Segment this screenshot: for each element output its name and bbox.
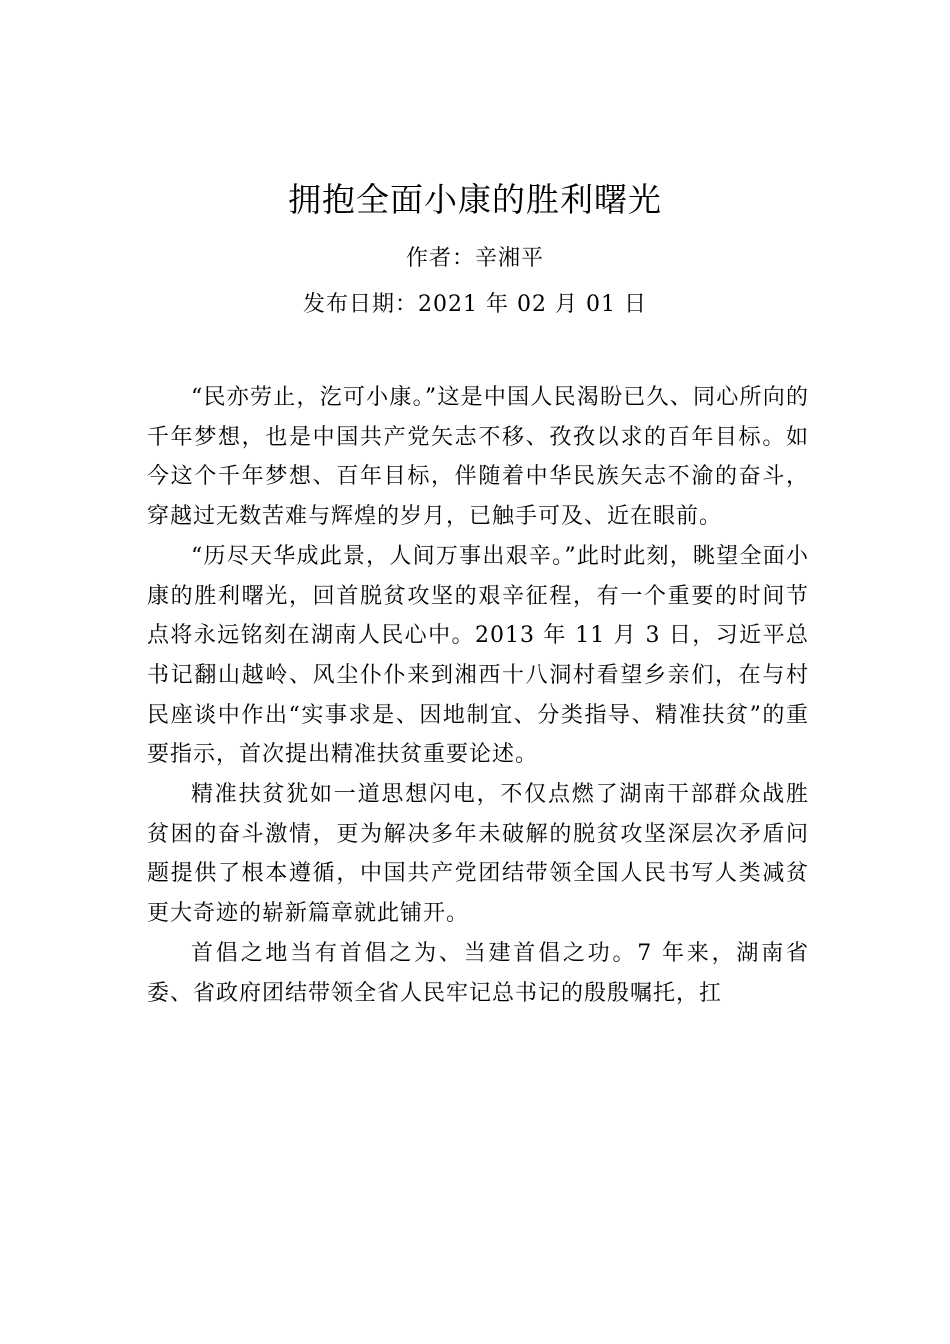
paragraph: 首倡之地当有首倡之为、当建首倡之功。7 年来，湖南省委、省政府团结带领全省人民牢记总书记的殷殷嘱托，扛: [147, 940, 809, 1006]
paragraph: “民亦劳止，汔可小康。”这是中国人民渴盼已久、同心所向的千年梦想，也是中国共产党矢志不移、孜孜以求的百年目标。如今这个千年梦想、百年目标，伴随着中华民族矢志不渝的奋斗，穿越过无数苦难与辉煌的岁月，已触手可及、近在眼前。: [147, 385, 809, 530]
publish-date: 发布日期：2021 年 02 月 01 日: [303, 292, 647, 317]
paragraph: 精准扶贫犹如一道思想闪电，不仅点燃了湖南干部群众战胜贫困的奋斗激情，更为解决多年未破解的脱贫攻坚深层次矛盾问题提供了根本遵循，中国共产党团结带领全国人民书写人类减贫更大奇迹的崭新篇章就此铺开。: [147, 782, 809, 927]
article-title: 拥抱全面小康的胜利曙光: [288, 180, 662, 219]
paragraph: “历尽天华成此景，人间万事出艰辛。”此时此刻，眺望全面小康的胜利曙光，回首脱贫攻坚的艰辛征程，有一个重要的时间节点将永远铭刻在湖南人民心中。2013 年 11 月 3 日，习近平总书记翻山越岭、风尘仆仆来到湘西十八洞村看望乡亲们，在与村民座谈中作出“实事求是、因地制宜、分类指导、精准扶贫”的重要指示，首次提出精准扶贫重要论述。: [147, 543, 809, 768]
article-body: [147, 378, 809, 1013]
author-line: 作者：辛湘平: [405, 246, 544, 271]
